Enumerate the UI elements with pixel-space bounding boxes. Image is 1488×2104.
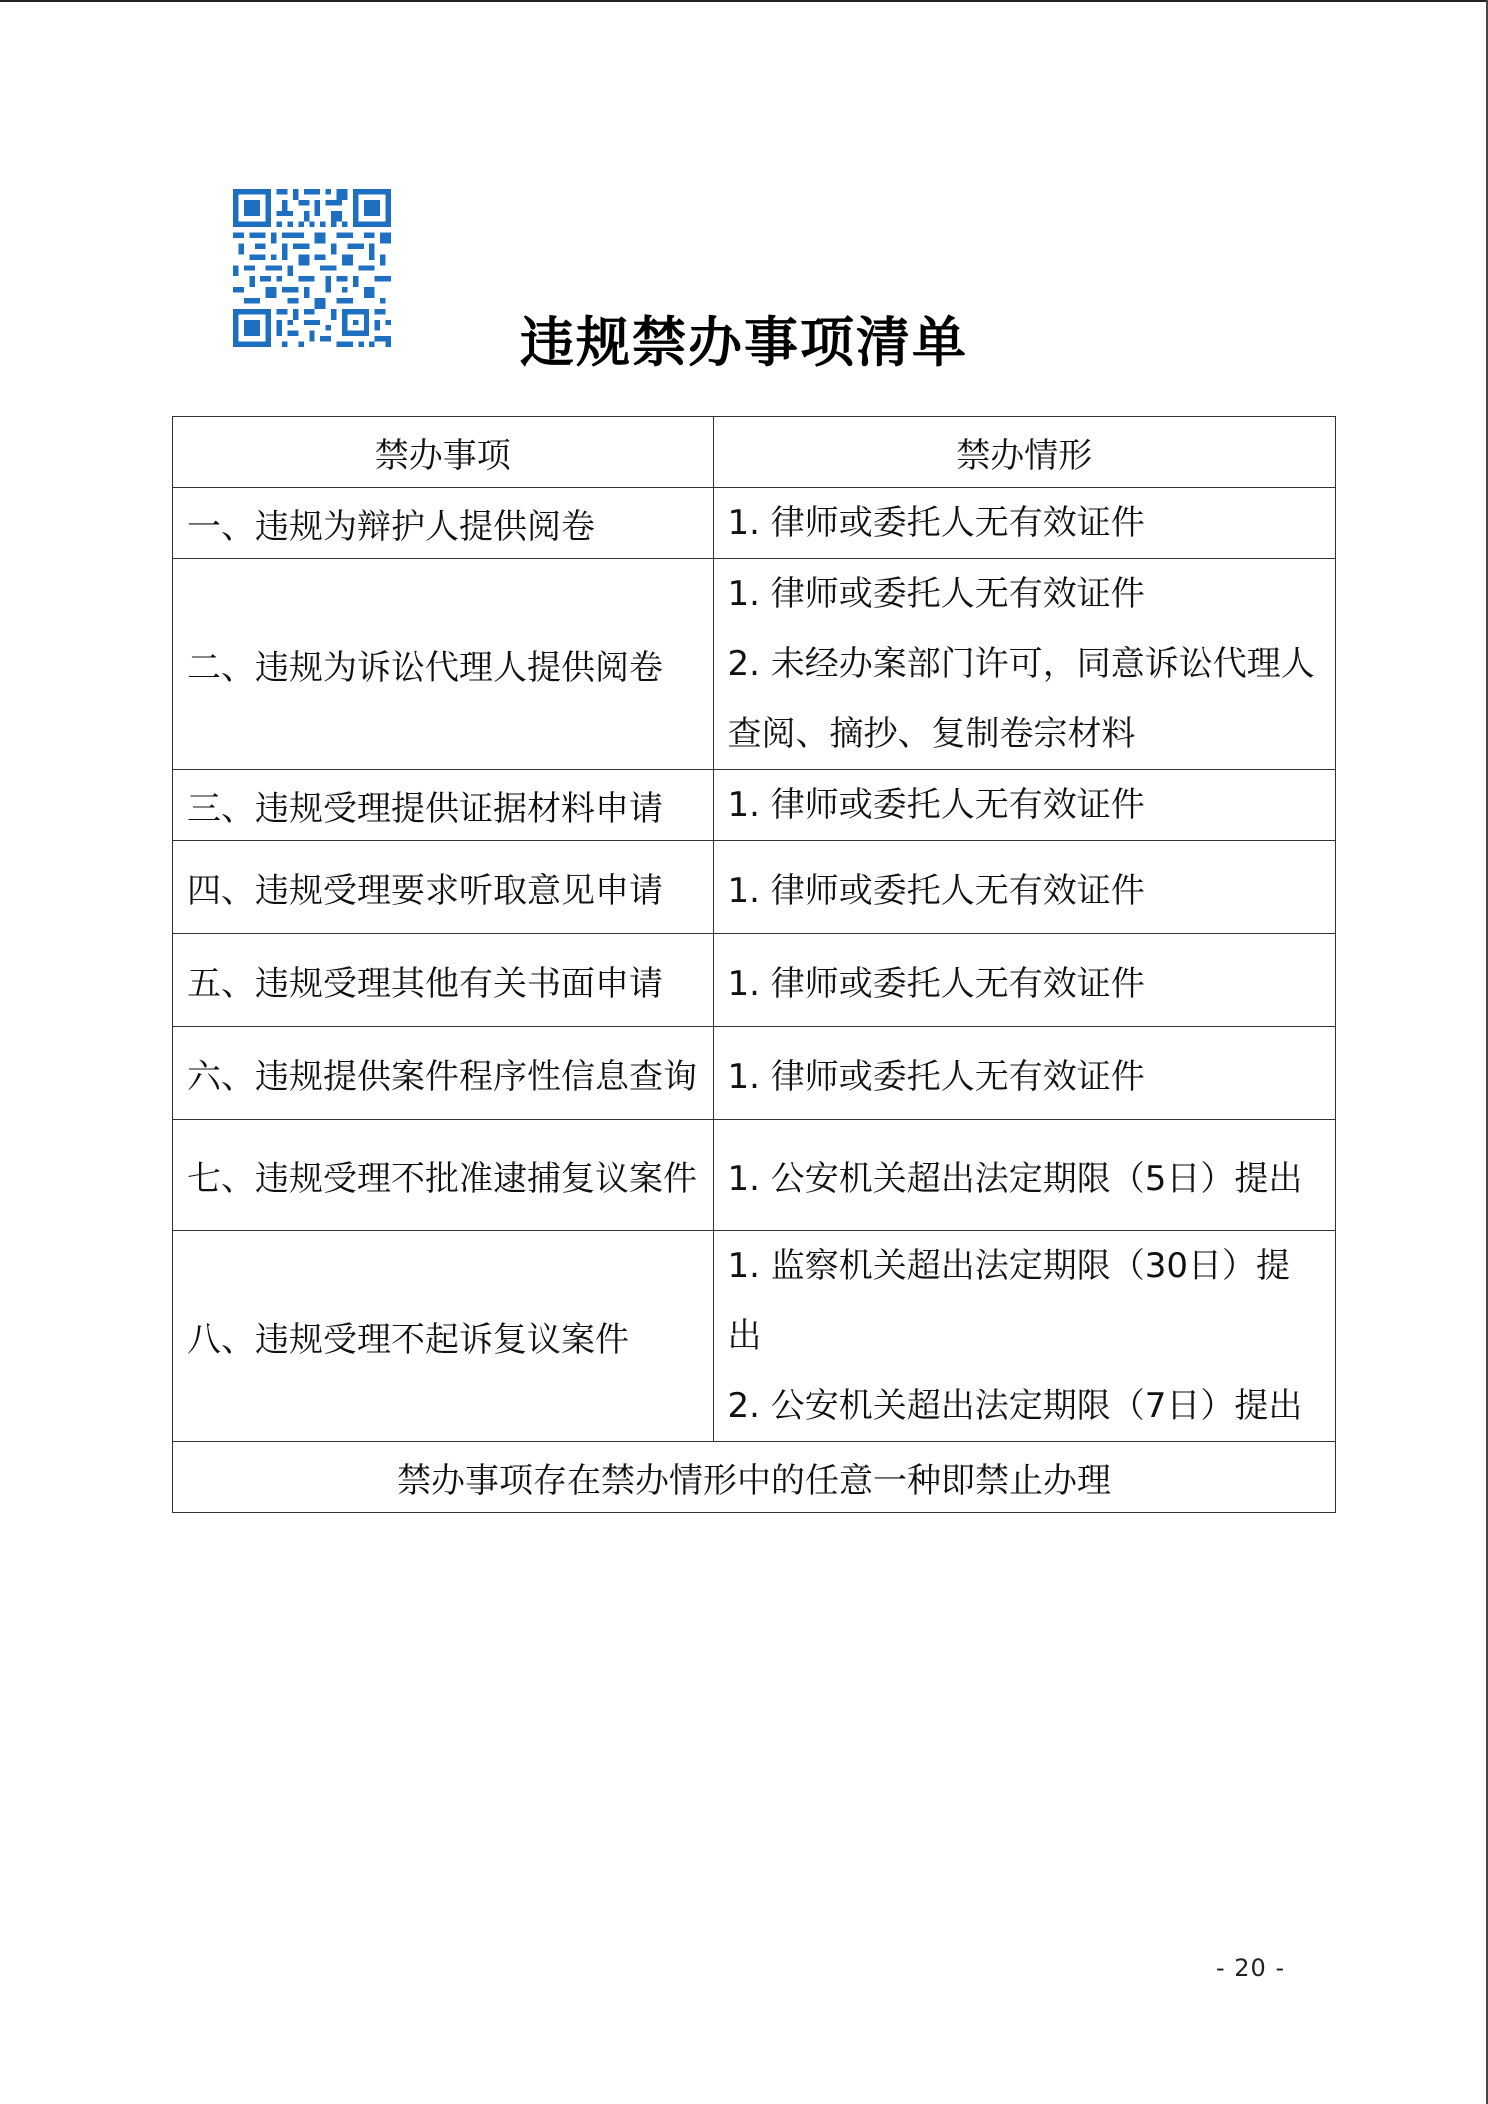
footer-note: 禁办事项存在禁办情形中的任意一种即禁止办理 <box>173 1442 1336 1513</box>
page-title: 违规禁办事项清单 <box>520 311 968 374</box>
condition-cell <box>713 770 1335 841</box>
table-footer-row <box>173 1442 1336 1513</box>
condition-cell <box>713 1120 1335 1231</box>
condition-line: 查阅、摘抄、复制卷宗材料 <box>727 714 1136 754</box>
condition-line: 1. 律师或委托人无有效证件 <box>727 870 1145 911</box>
item-cell: 五、违规受理其他有关书面申请 <box>173 934 714 1027</box>
condition-cell <box>713 841 1335 934</box>
item-cell: 一、违规为辩护人提供阅卷 <box>173 488 714 559</box>
table-row <box>173 934 1336 1027</box>
condition-line: 2. 未经办案部门许可，同意诉讼代理人 <box>727 644 1315 684</box>
table-row <box>173 1120 1336 1231</box>
page-number: - 20 - <box>1216 1954 1286 1982</box>
table-row <box>173 559 1336 770</box>
header-condition: 禁办情形 <box>713 417 1335 488</box>
table-header-row <box>173 417 1336 488</box>
item-cell: 六、违规提供案件程序性信息查询 <box>173 1027 714 1120</box>
item-cell: 二、违规为诉讼代理人提供阅卷 <box>173 559 714 770</box>
condition-line: 1. 律师或委托人无有效证件 <box>727 503 1145 543</box>
item-cell: 七、违规受理不批准逮捕复议案件 <box>173 1120 714 1231</box>
header-item: 禁办事项 <box>173 417 714 488</box>
condition-line: 1. 律师或委托人无有效证件 <box>727 1056 1145 1097</box>
item-cell: 八、违规受理不起诉复议案件 <box>173 1231 714 1442</box>
condition-line: 1. 律师或委托人无有效证件 <box>727 574 1145 614</box>
prohibited-items-table <box>172 416 1336 1513</box>
table-row <box>173 1231 1336 1442</box>
condition-cell <box>713 934 1335 1027</box>
condition-line: 1. 律师或委托人无有效证件 <box>727 785 1145 825</box>
item-cell: 三、违规受理提供证据材料申请 <box>173 770 714 841</box>
table-row <box>173 488 1336 559</box>
condition-line: 2. 公安机关超出法定期限（7日）提出 <box>727 1386 1303 1426</box>
table-row <box>173 1027 1336 1120</box>
condition-cell <box>713 1027 1335 1120</box>
page-top-border <box>0 0 1488 2</box>
condition-line: 1. 监察机关超出法定期限（30日）提 <box>727 1246 1291 1286</box>
condition-line: 1. 公安机关超出法定期限（5日）提出 <box>727 1158 1303 1199</box>
condition-line: 1. 律师或委托人无有效证件 <box>727 963 1145 1004</box>
condition-line: 出 <box>727 1316 762 1356</box>
table-row <box>173 841 1336 934</box>
condition-cell <box>713 559 1335 770</box>
table-row <box>173 770 1336 841</box>
item-cell: 四、违规受理要求听取意见申请 <box>173 841 714 934</box>
condition-cell <box>713 488 1335 559</box>
condition-cell <box>713 1231 1335 1442</box>
